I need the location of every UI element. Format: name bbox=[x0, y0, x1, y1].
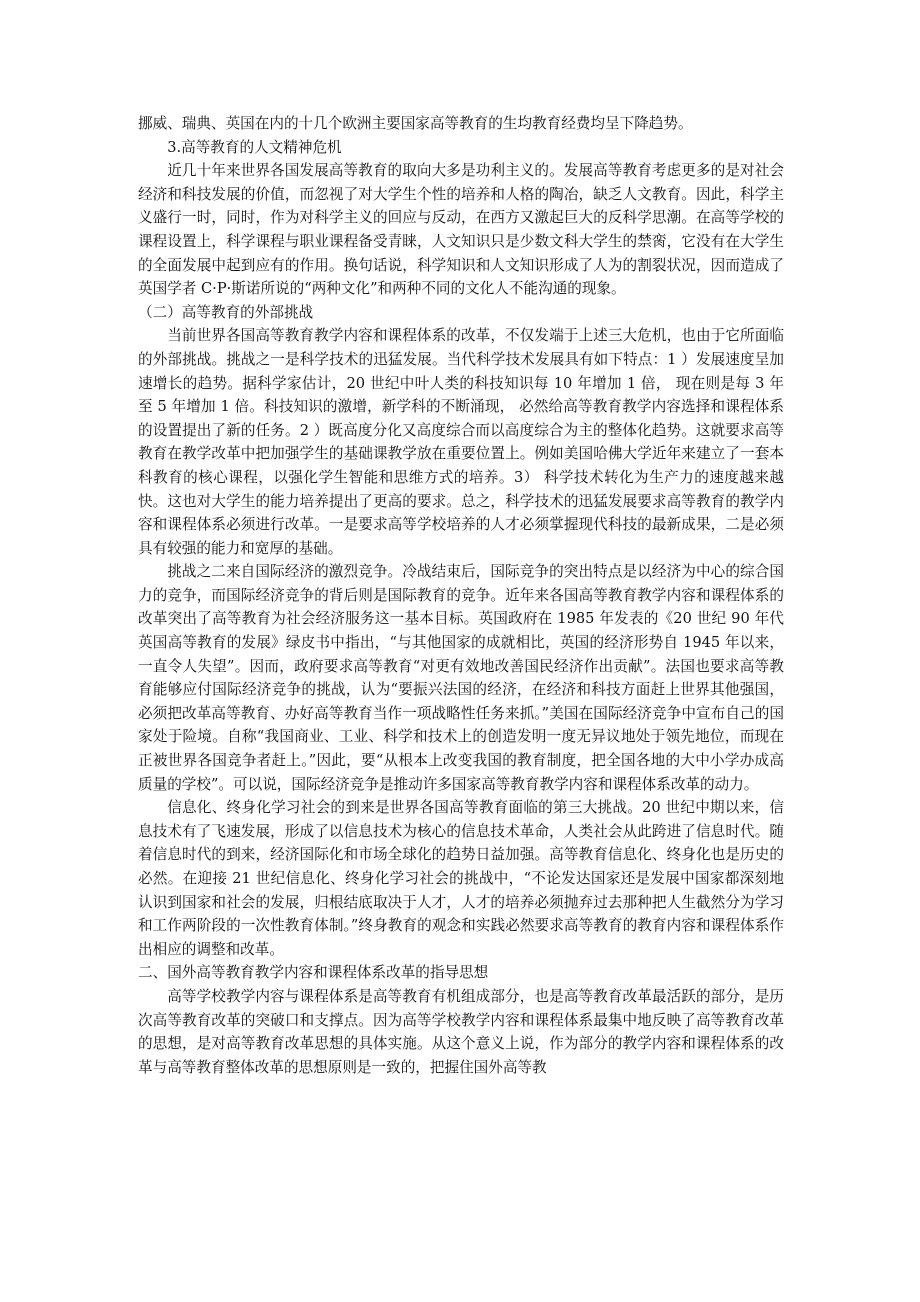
paragraph-curriculum-reform: 高等学校教学内容与课程体系是高等教育有机组成部分，也是高等教育改革最活跃的部分，是历次高等教育改革的突破口和支撑点。因为高等学校教学内容和课程体系最集中地反映了高等教育改革的思想，是对高等教育改革思想的具体实施。从这个意义上说，作为部分的教学内容和课程体系的改革与高等教育整体改革的思想原则是一致的，把握住国外高等教 bbox=[138, 987, 784, 1076]
paragraph-technology-challenge: 当前世界各国高等教育教学内容和课程体系的改革，不仅发端于上述三大危机，也由于它所面临的外部挑战。挑战之一是科学技术的迅猛发展。当代科学技术发展具有如下特点：1 ）发展速度呈加速增长的趋势。据科学家估计，20 世纪中叶人类的科技知识每 10 年增加 1 倍， 现在则是每 3 年至 5 年增加 1 倍。科技知识的激增，新学科的不断涌现， 必然给高等教育教学内容选择和课程体系的设置提出了新的任务。2 ）既高度分化又高度综合而以高度综合为主的整体化趋势。这就要求高等教育在教学改革中把加强学生的基础课教学放在重要位置上。例如美国哈佛大学近年来建立了一套本科教育的核心课程，以强化学生智能和思维方式的培养。3） 科学技术转化为生产力的速度越来越快。这也对大学生的能力培养提出了更高的要求。总之，科学技术的迅猛发展要求高等教育的教学内容和课程体系必须进行改革。一是要求高等学校培养的人才必须掌握现代科技的最新成果，二是必须具有较强的能力和宽厚的基础。 bbox=[138, 327, 784, 557]
paragraph-information-challenge: 信息化、终身化学习社会的到来是世界各国高等教育面临的第三大挑战。20 世纪中期以来，信息技术有了飞速发展，形成了以信息技术为核心的信息技术革命，人类社会从此跨进了信息时代。随着信息时代的到来，经济国际化和市场全球化的趋势日益加强。高等教育信息化、终身化也是历史的必然。在迎接 21 世纪信息化、终身化学习社会的挑战中，“不论发达国家还是发展中国家都深刻地认识到国家和社会的发展，归根结底取决于人才，人才的培养必须抛弃过去那种把人生截然分为学习和工作两阶段的一次性教育体制。”终身教育的观念和实践必然要求高等教育的教育内容和课程体系作出相应的调整和改革。 bbox=[138, 799, 784, 958]
paragraph-continued: 挪威、瑞典、英国在内的十几个欧洲主要国家高等教育的生均教育经费均呈下降趋势。 bbox=[138, 115, 693, 132]
document-page bbox=[138, 112, 784, 1079]
section-heading-3: 3.高等教育的人文精神危机 bbox=[167, 138, 342, 156]
subsection-heading-external-challenges: （二）高等教育的外部挑战 bbox=[138, 303, 314, 321]
section-heading-guiding-ideas: 二、国外高等教育教学内容和课程体系改革的指导思想 bbox=[138, 964, 489, 982]
paragraph-humanities-crisis: 近几十年来世界各国发展高等教育的取向大多是功利主义的。发展高等教育考虑更多的是对社会经济和科技发展的价值，而忽视了对大学生个性的培养和人格的陶冶，缺乏人文教育。因此，科学主义盛行一时，同时，作为对科学主义的回应与反动，在西方又激起巨大的反科学思潮。在高等学校的课程设置上，科学课程与职业课程备受青睐，人文知识只是少数文科大学生的禁脔，它没有在大学生的全面发展中起到应有的作用。换句话说，科学知识和人文知识形成了人为的割裂状况，因而造成了英国学者 C·P·斯诺所说的“两种文化”和两种不同的文化人不能沟通的现象。 bbox=[138, 162, 784, 298]
paragraph-economic-challenge: 挑战之二来自国际经济的激烈竞争。冷战结束后，国际竞争的突出特点是以经济为中心的综合国力的竞争，而国际经济竞争的背后则是国际教育的竞争。近年来各国高等教育教学内容和课程体系的改革突出了高等教育为社会经济服务这一基本目标。英国政府在 1985 年发表的《20 世纪 90 年代英国高等教育的发展》绿皮书中指出，“与其他国家的成就相比，英国的经济形势自 1945 年以来，一直令人失望”。因而，政府要求高等教育“对更有效地改善国民经济作出贡献”。法国也要求高等教育能够应付国际经济竞争的挑战，认为“要振兴法国的经济，在经济和科技方面赶上世界其他强国，必须把改革高等教育、办好高等教育当作一项战略性任务来抓。”美国在国际经济竞争中宣布自己的国家处于险境。自称“我国商业、工业、科学和技术上的创造发明一度无异议地处于领先地位，而现在正被世界各国竞争者赶上。”因此，要“从根本上改变我国的教育制度，把全国各地的大中小学办成高质量的学校”。可以说，国际经济竞争是推动许多国家高等教育教学内容和课程体系改革的动力。 bbox=[138, 563, 784, 793]
